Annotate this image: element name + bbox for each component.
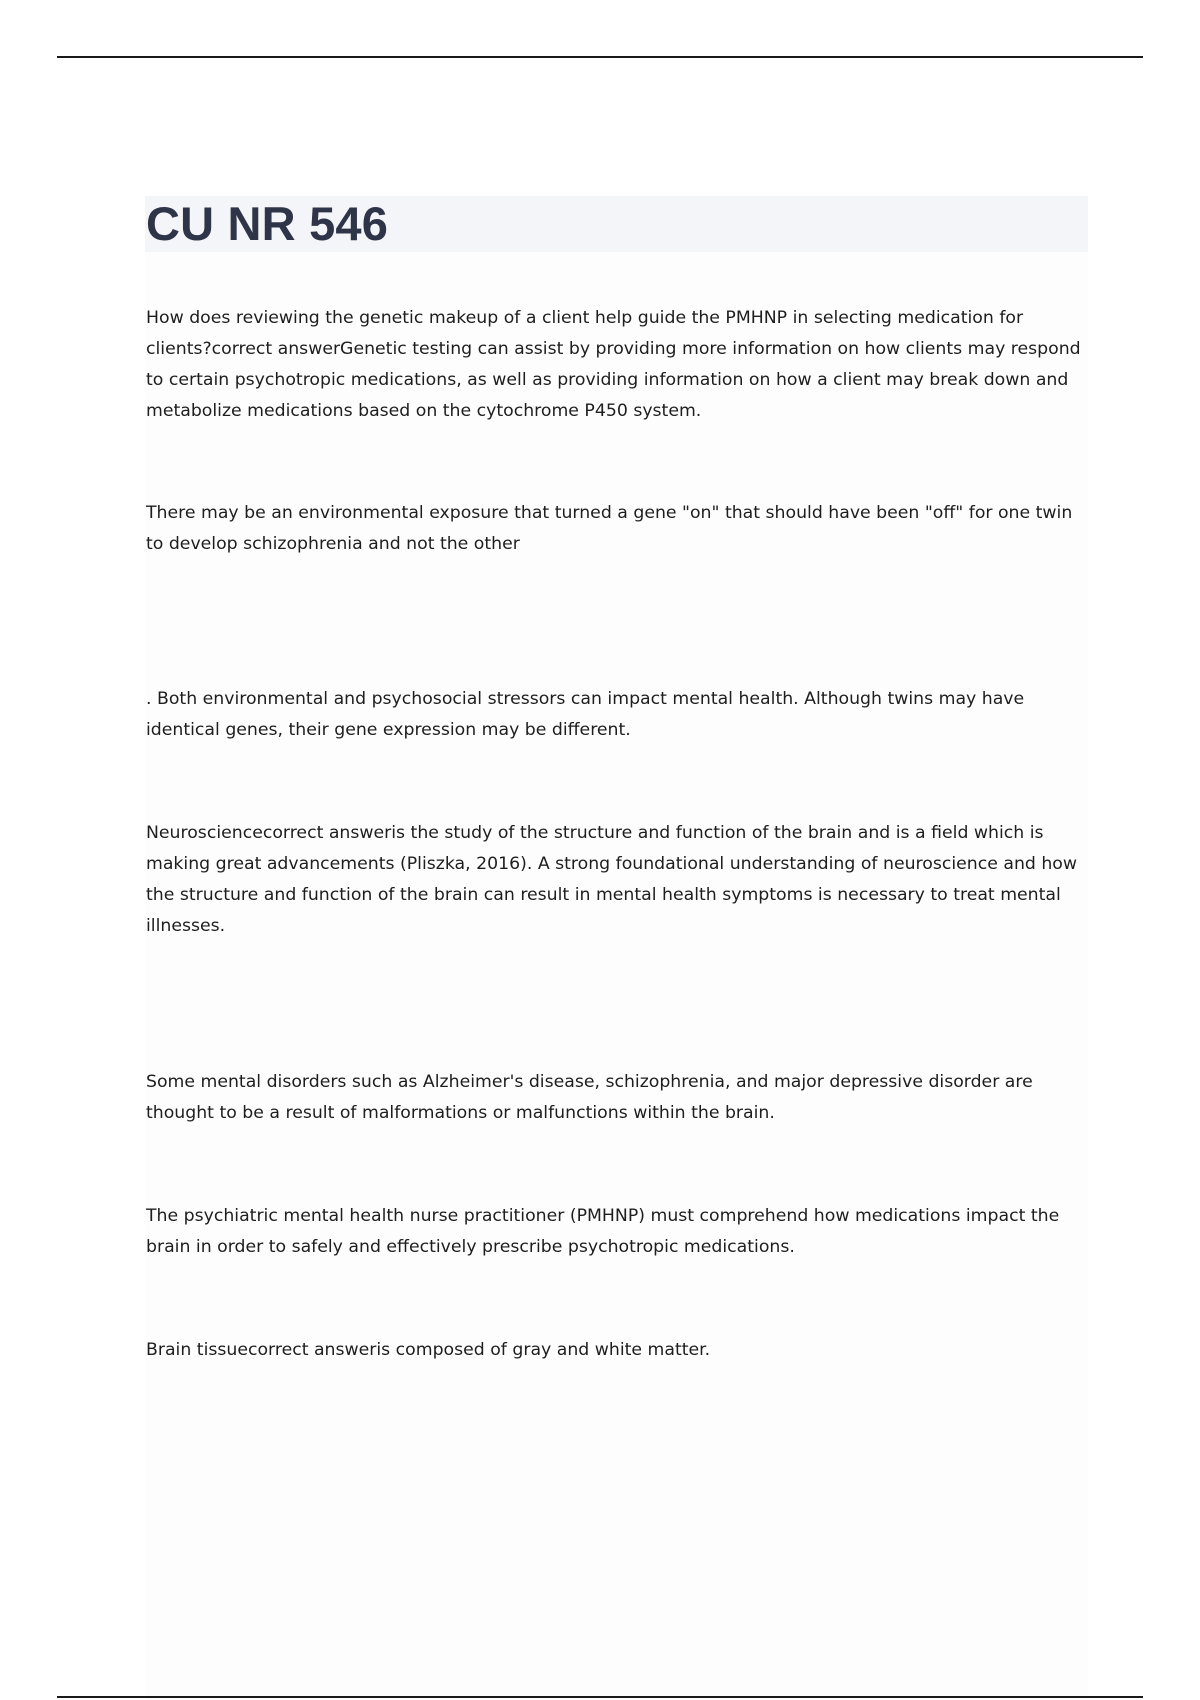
paragraph-pmhnp: The psychiatric mental health nurse practitioner (PMHNP) must comprehend how medications impact the brain in order to safely and effectively prescribe psychotropic medications.: [146, 1206, 1060, 1257]
paragraph-stressors: . Both environmental and psychosocial stressors can impact mental health. Although twins may have identical genes, their gene expression may be different.: [146, 689, 1025, 740]
paragraph-mental-disorders: Some mental disorders such as Alzheimer's disease, schizophrenia, and major depressive disorder are thought to be a result of malformations or malfunctions within the brain.: [146, 1072, 1033, 1123]
footer-rule: [57, 1696, 1143, 1698]
content-area: [145, 252, 1088, 1700]
header-rule: [57, 56, 1143, 58]
paragraph-environmental-exposure: There may be an environmental exposure that turned a gene "on" that should have been "off" for one twin to develop schizophrenia and not the other: [146, 503, 1073, 554]
paragraph-brain-tissue: Brain tissuecorrect answeris composed of gray and white matter.: [146, 1340, 711, 1360]
document-title: CU NR 546: [146, 197, 389, 250]
paragraph-neuroscience: Neurosciencecorrect answeris the study of the structure and function of the brain and is a field which is making great advancements (Pliszka, 2016). A strong foundational understanding of neuroscience and how the structure and function of the brain can result in mental health symptoms is necessary to treat mental illnesses.: [146, 823, 1078, 936]
paragraph-genetic-makeup: How does reviewing the genetic makeup of a client help guide the PMHNP in selecting medication for clients?correct answerGenetic testing can assist by providing more information on how clients may respond to certain psychotropic medications, as well as providing information on how a client may break down and metabolize medications based on the cytochrome P450 system.: [146, 308, 1081, 421]
